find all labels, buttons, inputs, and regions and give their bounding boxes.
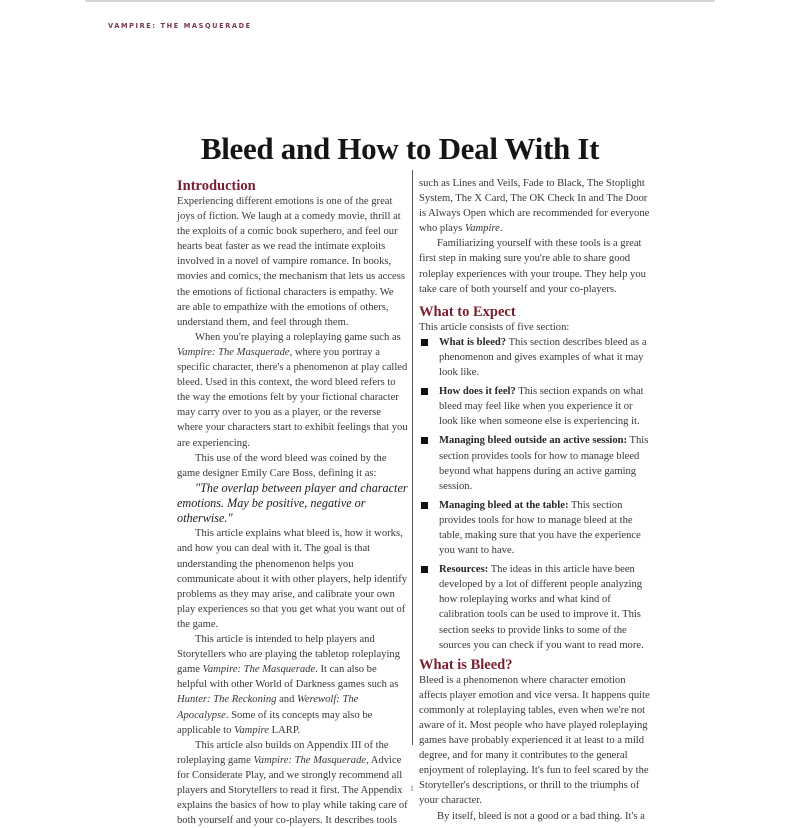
- game-title-italic: Vampire: [464, 223, 500, 235]
- page-title: Bleed and How to Deal With It: [200, 130, 600, 166]
- section-heading-what-is-bleed: What is Bleed?: [419, 656, 513, 673]
- list-item-text: This section provides tools for how to manage bleed at the table, making sure that you have the experience you want to have.: [439, 499, 641, 557]
- text-run: , where you portray a specific character, there's a phenomenon at play called bleed. Used in this context, the word bleed refers to the way the emotions felt by your fictional character may carry over to you as a player, or the reverse where your characters start to exhibit feelings that you are experiencing.: [177, 346, 408, 449]
- list-item-text: This section describes bleed as a phenomenon and gives examples of what it may look like.: [439, 336, 647, 379]
- paragraph: Familiarizing yourself with these tools is a great first step in making sure you're able to share good roleplay experiences with your troupe. They help you take care of both yourself and your co-players.: [419, 238, 646, 295]
- text-run: When you're playing a roleplaying game such as: [195, 331, 401, 343]
- paragraph: Experiencing different emotions is one of the great joys of fiction. We laugh at a comedy movie, thrill at the exploits of a comic book superhero, and feel our hearts beat faster as we read the intimate exploits involved in a novel of vampire romance. In books, movies and comics, the mechanism that lets us access the emotions of fictional characters is empathy. We are able to empathize with the emotions of others, understand them, and feel through them.: [177, 196, 405, 328]
- game-title-italic: Werewolf: The Apocalypse: [177, 694, 359, 721]
- text-run: such as Lines and Veils, Fade to Black, The Stoplight System, The X Card, The OK Check In and The Door is Always Open which are recommended for everyone who plays: [419, 178, 650, 235]
- text-run: LARP.: [269, 724, 301, 736]
- paragraph: [177, 632, 409, 738]
- text-run: . It can also be helpful with other World of Darkness games such as: [177, 664, 399, 691]
- square-bullet-icon: [421, 566, 428, 573]
- list-item-label: Managing bleed outside an active session:: [439, 435, 628, 447]
- text-run: This article is intended to help players and Storytellers who are playing the tabletop roleplaying game: [177, 634, 400, 676]
- page-number: 1: [410, 784, 414, 793]
- top-rule: [85, 0, 715, 2]
- list-item: [419, 498, 651, 558]
- list-item: [419, 562, 651, 653]
- square-bullet-icon: [421, 502, 428, 509]
- text-run: , Advice for Considerate Play, and we strongly recommend all players and Storytellers to read it first. The Appendix explains the basics of how to play while taking care of both yourself and your co-players. It describes tools: [177, 754, 408, 827]
- section-heading-what-to-expect: What to Expect: [419, 303, 516, 320]
- section-heading-introduction: Introduction: [177, 178, 256, 194]
- paragraph: [177, 738, 409, 828]
- running-head: VAMPIRE: THE MASQUERADE: [108, 22, 252, 30]
- column-divider: [412, 170, 413, 745]
- left-column: [177, 178, 409, 828]
- pull-quote: "The overlap between player and character emotions. May be positive, negative or otherwise.": [177, 480, 408, 526]
- list-item-text: This section expands on what bleed may feel like when you experience it or look like when someone else is experiencing it.: [439, 386, 644, 428]
- paragraph: By itself, bleed is not a good or a bad thing. It's a: [437, 810, 645, 822]
- list-item: [419, 433, 651, 493]
- text-run: and: [276, 694, 298, 706]
- paragraph: [419, 176, 651, 236]
- text-run: .: [499, 223, 503, 235]
- section-list: [419, 335, 651, 653]
- paragraph: This use of the word bleed was coined by the game designer Emily Care Boss, defining it as:: [177, 452, 387, 479]
- list-item-label: What is bleed?: [439, 336, 507, 348]
- text-run: This article also builds on Appendix III of the roleplaying game: [177, 739, 389, 766]
- square-bullet-icon: [421, 388, 428, 395]
- paragraph: Bleed is a phenomenon where character emotion affects player emotion and vice versa. It happens quite commonly at roleplaying tables, even when we're not aware of it. Most people who have played roleplaying games have probably experienced it at least to a mild degree, and for many it contributes to the general enjoyment of roleplaying. It's fun to feel scared by the Storyteller's descriptions, or thrill to the triumphs of your character.: [419, 674, 650, 807]
- paragraph: This article explains what bleed is, how it works, and how you can deal with it. The goal is that understanding the phenomenon helps you communicate about it with other players, help identify problems as they may arise, and calibrate your own play experiences so that you get what you want out of the game.: [177, 528, 408, 630]
- game-title-italic: Vampire: [234, 724, 269, 736]
- square-bullet-icon: [421, 339, 428, 346]
- list-item-label: Managing bleed at the table:: [439, 499, 569, 511]
- list-item-label: How does it feel?: [439, 386, 516, 398]
- list-item: [419, 335, 651, 380]
- paragraph: [177, 330, 409, 451]
- square-bullet-icon: [421, 437, 428, 444]
- text-run: . Some of its concepts may also be applicable to: [177, 709, 373, 736]
- list-item-text: The ideas in this article have been developed by a lot of different people analyzing how roleplaying works and what kind of calibration tools can be used to improve it. This section seeks to provide links to some of the sources you can check if you want to read more.: [439, 564, 644, 651]
- paragraph: This article consists of five section:: [419, 321, 570, 333]
- game-title-italic: Vampire: The Masquerade: [202, 664, 316, 676]
- list-item-text: This section provides tools for how to manage bleed beyond what happens during an active gaming session.: [439, 435, 649, 492]
- list-item: [419, 384, 651, 429]
- game-title-italic: Vampire: The Masquerade: [177, 346, 290, 358]
- game-title-italic: Vampire: The Masquerade: [253, 754, 367, 766]
- right-column: [419, 176, 651, 824]
- game-title-italic: Hunter: The Reckoning: [177, 694, 277, 706]
- list-item-label: Resources:: [439, 564, 489, 576]
